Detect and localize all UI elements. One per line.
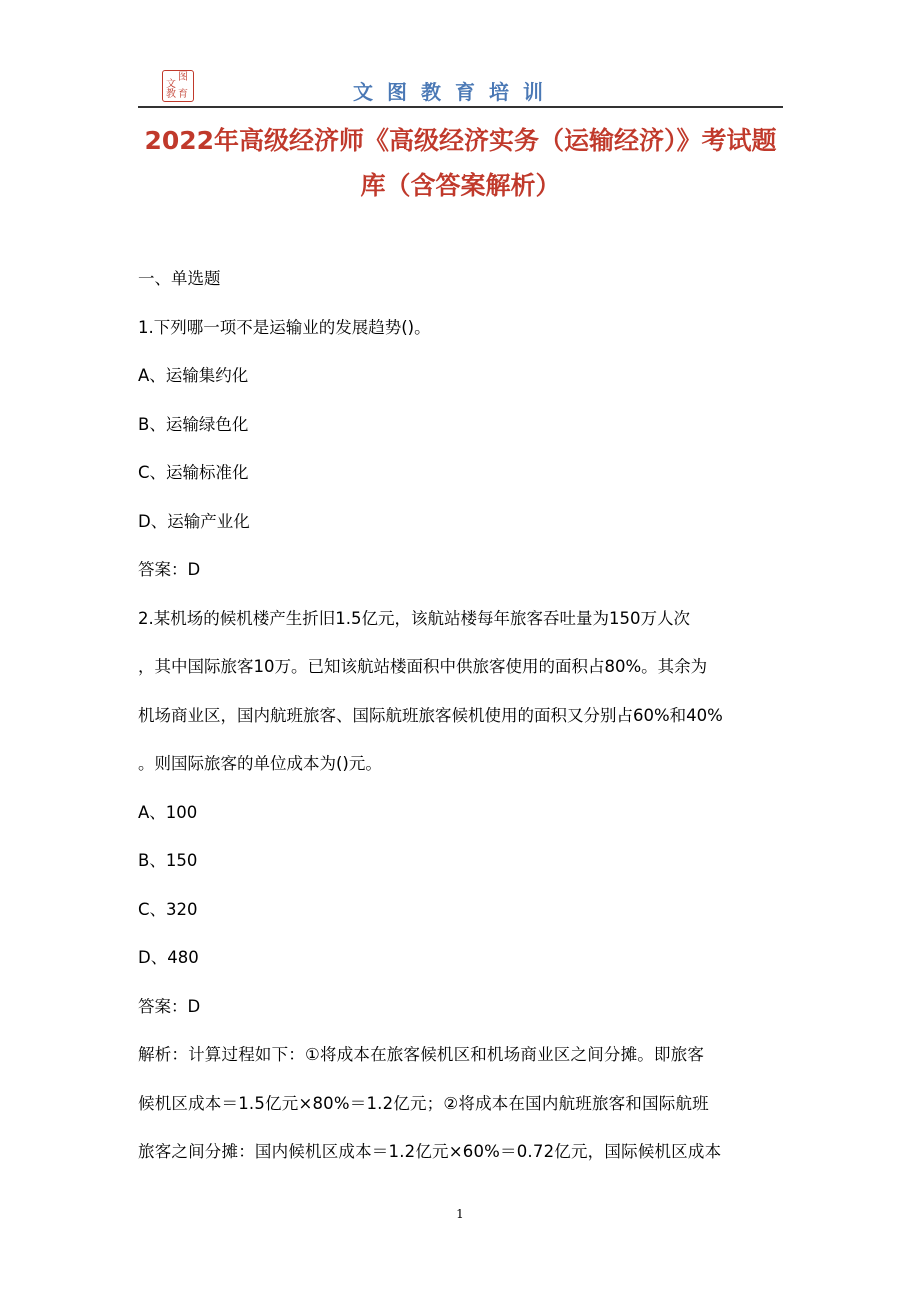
question-1-option-a: A、运输集约化 — [138, 366, 249, 385]
document-body — [138, 255, 788, 1177]
question-1-answer: 答案：D — [138, 560, 201, 579]
question-2-option-c: C、320 — [138, 899, 198, 919]
title-line-1: 2022年高级经济师《高级经济实务（运输经济）》考试题 — [144, 126, 777, 155]
analysis-line: 候机区成本＝1.5亿元×80%＝1.2亿元；②将成本在国内航班旅客和国际航班 — [138, 1093, 709, 1113]
question-1-option-d: D、运输产业化 — [138, 511, 250, 531]
analysis-line: 解析：计算过程如下：①将成本在旅客候机区和机场商业区之间分摊。即旅客 — [138, 1045, 705, 1064]
header-divider — [138, 106, 783, 108]
question-2-stem-line: 机场商业区，国内航班旅客、国际航班旅客候机使用的面积又分别占60%和40% — [138, 705, 723, 725]
question-2-answer: 答案：D — [138, 996, 201, 1016]
logo-char: 育 — [178, 89, 188, 100]
brand-logo — [162, 70, 194, 102]
question-1-option-b: B、运输绿色化 — [138, 414, 249, 434]
analysis-line: 旅客之间分摊：国内候机区成本＝1.2亿元×60%＝0.72亿元，国际候机区成本 — [138, 1142, 722, 1161]
page-header — [138, 62, 783, 108]
brand-name: 文图教育培训 — [353, 80, 557, 104]
title-line-2: 库（含答案解析） — [360, 171, 561, 200]
logo-char: 图 — [178, 72, 188, 83]
question-1-option-c: C、运输标准化 — [138, 463, 249, 482]
logo-char: 教 — [166, 89, 176, 100]
question-1-stem: 1.下列哪一项不是运输业的发展趋势()。 — [138, 317, 431, 337]
question-2-stem-line: 。则国际旅客的单位成本为()元。 — [138, 754, 382, 773]
question-2-analysis — [138, 1031, 788, 1177]
logo-char: 文 — [166, 79, 176, 90]
page-number: 1 — [456, 1207, 464, 1221]
question-2-option-a: A、100 — [138, 802, 198, 822]
section-heading: 一、单选题 — [138, 269, 221, 288]
document-title — [138, 118, 783, 208]
question-2-stem-line: 2.某机场的候机楼产生折旧1.5亿元，该航站楼每年旅客吞吐量为150万人次 — [138, 608, 690, 628]
question-2-option-b: B、150 — [138, 851, 198, 870]
question-2-option-d: D、480 — [138, 948, 199, 967]
question-2-stem-line: ，其中国际旅客10万。已知该航站楼面积中供旅客使用的面积占80%。其余为 — [138, 657, 708, 676]
